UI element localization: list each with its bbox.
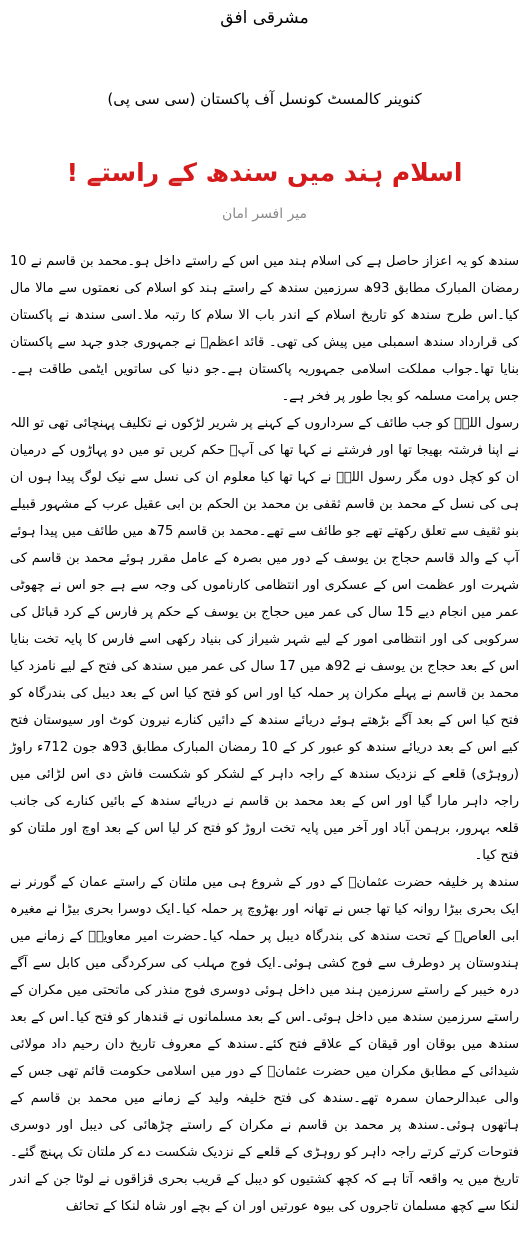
paragraph-1: سندھ کو یہ اعزاز حاصل ہے کی اسلام ہند میں اس کے راستے داخل ہو۔محمد بن قاسم نے 10 رمضان المبارک مطابق 93ھ سرزمین سندھ کے راستے ہند کو اسلام کی نعمتوں سے مالا مال کیا۔اس طرح سندھ کو تاریخ اسلام کے اندر باب الا سلام کا رتبہ ملا۔اسی سندھ نے پاکستان کی قرارداد سندھ اسمبلی میں پیش کی تھی۔ قائد اعظمؒ نے جمہوری جدو جہد سے پاکستان بنایا تھا۔جواب مملکت اسلامی جمہوریہ پاکستان ہے۔جو دنیا کی ساتویں ایٹمی طاقت ہے۔جس پرامت مسلمہ کو بجا طور پر فخر ہے۔ (10, 254, 519, 404)
author-name: میر افسر امان (221, 206, 308, 222)
article-title: اسلام ہند میں سندھ کے راستے ! (66, 158, 463, 187)
masthead: مشرقی افق (220, 8, 309, 28)
article-body (10, 248, 519, 1220)
columnist-line: کنوینر کالمسٹ کونسل آف پاکستان (سی سی پی) (107, 90, 422, 108)
paragraph-2: رسول اللہؐ کو جب طائف کے سرداروں کے کہنے پر شریر لڑکوں نے تکلیف پہنچائی تھی تو اللہ نے اپنا فرشتہ بھیجا تھا اور فرشتے نے کہا تھا کی آپؐ حکم کریں تو میں دو پہاڑوں کے درمیان ان کو کچل دوں مگر رسول اللہؐ نے کہا تھا کیا معلوم ان کی نسل سے نیک لوگ پیدا ہوں ان ہی کی نسل کے محمد بن قاسم ثقفی بن محمد بن الحکم بن ابی عقیل عرب کے مشہور قبیلے بنو ثقیف سے تعلق رکھتے تھے جو طائف سے تھے۔محمد بن قاسم 75ھ میں طائف میں پیدا ہوئے آپ کے والد قاسم حجاج بن یوسف کے دور میں بصرہ کے عامل مقرر ہوئے محمد بن قاسم کی شہرت اور عظمت اس کے عسکری اور انتظامی کارناموں کی وجہ سے ہے جو اس نے چھوٹی عمر میں انجام دیے 15 سال کی عمر میں حجاج بن یوسف کے حکم پر فارس کے کرد قبائل کی سرکوبی کی اور انتظامی امور کے لیے شہر شیراز کی بنیاد رکھی اسے فارس کا پایہ تخت بنایا اس کے بعد حجاج بن یوسف نے 92ھ میں 17 سال کی عمر میں سندھ کی فتح کے لیے نامزد کیا محمد بن قاسم نے پہلے مکران پر حملہ کیا اور اس کو فتح کیا اس کے بعد دیبل کی بندرگاہ کو فتح کیا اس کے بعد آگے بڑھتے ہوئے دریائے سندھ کے دائیں کنارے نیرون کوٹ اور سیوستان فتح کیے اس کے بعد دریائے سندھ کو عبور کر کے 10 رمضان المبارک مطابق 93ھ جون 712ء راوڑ (روہڑی) قلعے کے نزدیک سندھ کے راجہ داہر کے لشکر کو شکست فاش دی اس لڑائی میں راجہ داہر مارا گیا اور اس کے بعد محمد بن قاسم نے دریائے سندھ کے بائیں کنارے کی جانب قلعہ بہرور، برہمن آباد اور آخر میں پایہ تخت اروڑ کو فتح کر لیا اس کے بعد اوچ اور ملتان کو فتح کیا۔ (10, 416, 520, 863)
paragraph-3: سندھ پر خلیفہ حضرت عثمانؓ کے دور کے شروع ہی میں ملتان کے راستے عمان کے گورنر نے ایک بحری بیڑا روانہ کیا تھا جس نے تھانہ اور بھڑوچ پر حملہ کیا۔ایک دوسرا بحری بیڑا نے مغیرہ ابی العاصؓ کے تحت سندھ کی بندرگاہ دیبل پر حملہ کیا۔حضرت امیر معاویہؓ کے زمانے میں ہندوستان پر دوطرف سے فوج کشی ہوئی۔ایک فوج مہلب کی سرکردگی میں کابل سے آگے درہ خیبر کے راستے سرزمین ہند میں داخل ہوئی دوسری فوج منذر کی ماتحتی میں مکران کے راستے سرزمین سندھ میں داخل ہوئی۔اس کے بعد مسلمانوں نے قندھار کو فتح کیا۔اس کے بعد سندھ میں بوقان اور قیقان کے علاقے فتح کئے۔سندھ کے معروف تاریخ دان رحیم داد مولائی شیدائی کے مطابق مکران میں حضرت عثمانؓ کے دور میں اسلامی حکومت قائم تھی جس کے والی عبدالرحمان سمرہ تھے۔سندھ کی فتح خلیفہ ولید کے زمانے میں محمد بن قاسم کے ہاتھوں ہوئی۔سندھ پر محمد بن قاسم نے مکران کے راستے چڑھائی کی دیبل اور دوسری فتوحات کرتے کرتے راجہ داہر کو روہڑی کے قلعے کے نزدیک شکست دے کر ملتان تک پہنچ گئے۔تاریخ میں یہ واقعہ آتا ہے کہ کچھ کشتیوں کو دیبل کے قریب بحری قزاقوں نے لوٹا جن کے اندر لنکا سے کچھ مسلمان تاجروں کی بیوہ عورتیں اور ان کے بچے اور شاہ لنکا کے تحائف (10, 875, 519, 1214)
